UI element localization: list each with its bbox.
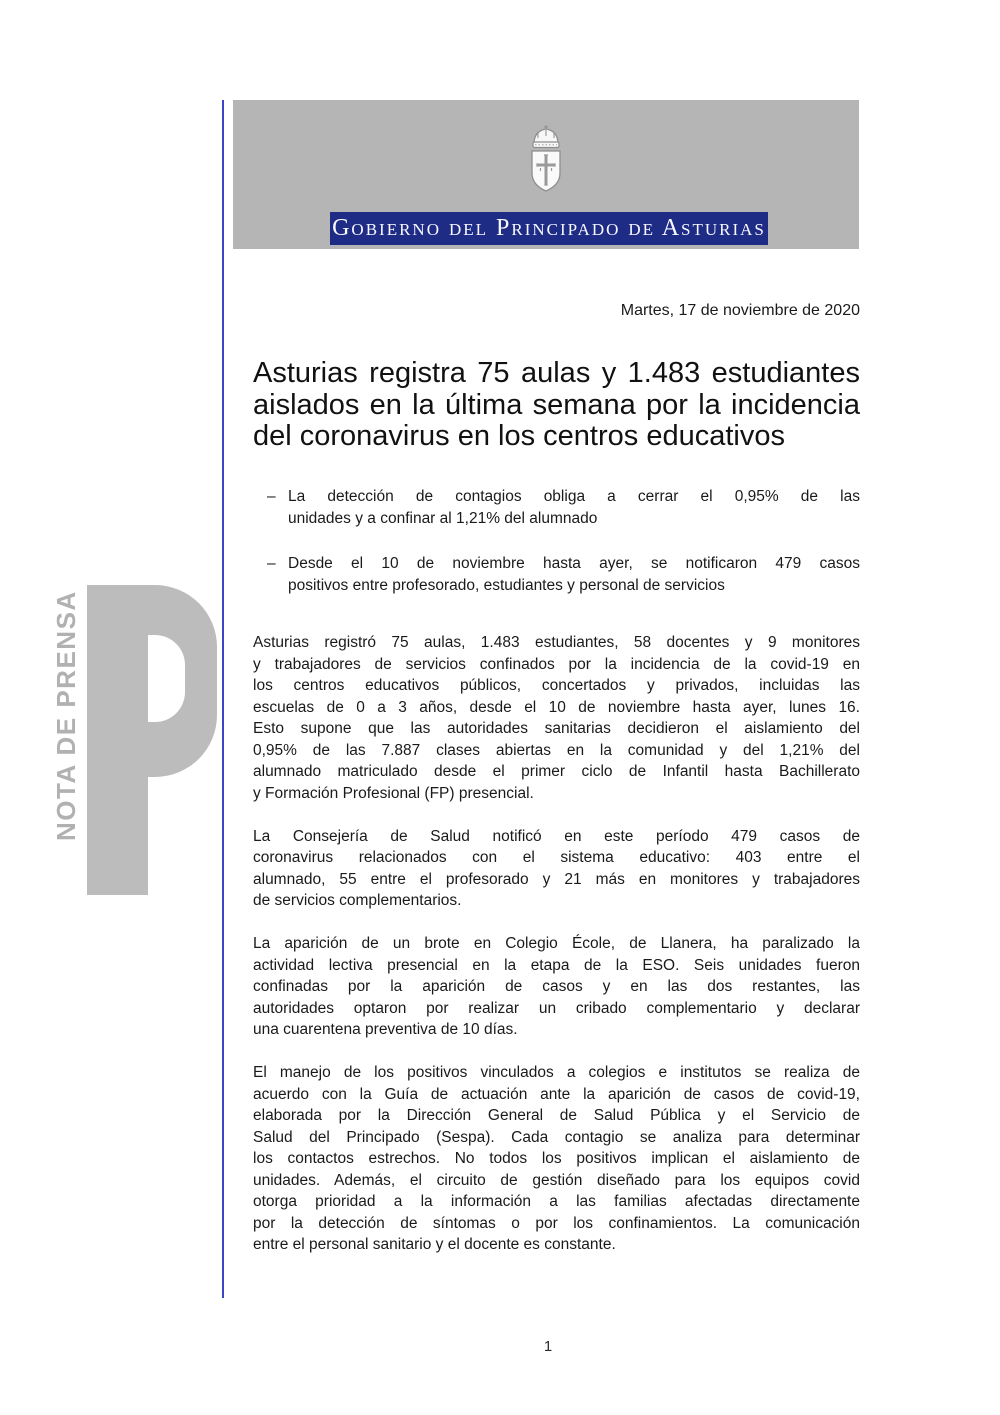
watermark-letter-p (87, 585, 217, 895)
asturias-crest-icon (524, 124, 568, 198)
header-band (233, 100, 859, 249)
government-banner (330, 212, 768, 245)
bullet-dash: – (267, 555, 276, 572)
left-margin-rule (222, 100, 224, 1298)
watermark-p-counter (148, 635, 185, 722)
crown-icon (533, 125, 559, 148)
bullet-text-2: Desde el 10 de noviembre hasta ayer, se notificaron 479 casos positivos entre profesorado, estudiantes y personal de servicios (288, 555, 860, 594)
body-paragraph-2: La Consejería de Salud notificó en este período 479 casos de coronavirus relacionados con el sistema educativo: 403 entre el alumnado, 55 entre el profesorado y 21 más en monitores y trabajadores de servicios complementarios. (253, 827, 860, 909)
body-paragraph-3: La aparición de un brote en Colegio École, de Llanera, ha paralizado la actividad lectiva presencial en la etapa de la ESO. Seis unidades fueron confinadas por la aparición de casos y en las dos restantes, las autoridades optaron por realizar un cribado complementario y declarar una cuarentena preventiva de 10 días. (253, 935, 860, 1038)
bullet-dash: – (267, 488, 276, 505)
sidebar-label-nota-de-prensa: NOTA DE PRENSA (51, 590, 81, 841)
press-release-title: Asturias registra 75 aulas y 1.483 estudiantes aislados en la última semana por la incidencia del coronavirus en los centros educativos (253, 357, 860, 452)
bullet-item-1 (253, 486, 860, 529)
highlight-bullet-list (253, 486, 860, 620)
victory-cross-shield-icon (532, 151, 560, 191)
body-paragraph-1: Asturias registró 75 aulas, 1.483 estudiantes, 58 docentes y 9 monitores y trabajadores de servicios confinados por la incidencia de la covid-19 en los centros educativos públicos, concertados y privados, incluidas las escuelas de 0 a 3 años, desde el 10 de noviembre hasta ayer, lunes 16. Esto supone que las autoridades sanitarias decidieron el aislamiento del 0,95% de las 7.887 clases abiertas en la comunidad y del 1,21% del alumnado matriculado desde el primer ciclo de Infantil hasta Bachillerato y Formación Profesional (FP) presencial. (253, 634, 860, 802)
page-number: 1 (543, 1338, 553, 1355)
document-date: Martes, 17 de noviembre de 2020 (620, 302, 860, 319)
bullet-item-2 (253, 553, 860, 596)
body-text (253, 632, 860, 1277)
body-paragraph-4: El manejo de los positivos vinculados a colegios e institutos se realiza de acuerdo con la Guía de actuación ante la aparición de casos de covid-19, elaborada por la Dirección General de Salud Pública y el Servicio de Salud del Principado (Sespa). Cada contagio se analiza para determinar los contactos estrechos. No todos los positivos implican el aislamiento de unidades. Además, el circuito de gestión diseñado para los equipos covid otorga prioridad a la información a las familias afectadas directamente por la detección de síntomas o por los confinamientos. La comunicación entre el personal sanitario y el docente es constante. (253, 1064, 860, 1253)
government-banner-label: Gobierno del Principado de Asturias (332, 215, 766, 241)
bullet-text-1: La detección de contagios obliga a cerrar el 0,95% de las unidades y a confinar al 1,21% del alumnado (288, 488, 860, 527)
